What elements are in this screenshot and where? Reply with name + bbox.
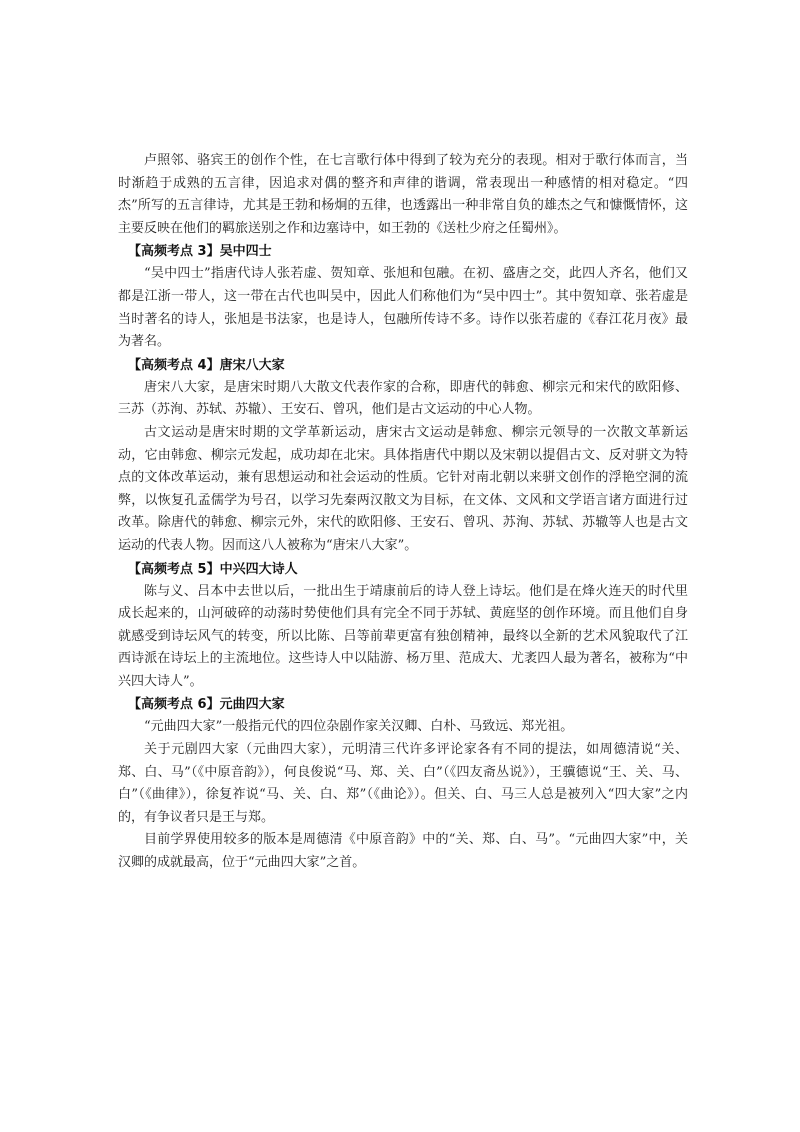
section-paragraph: “元曲四大家”一般指元代的四位杂剧作家关汉卿、白朴、马致远、郑光祖。 [144,719,574,735]
section-heading: 【高频考点 4】唐宋八大家 [128,357,285,373]
section-yuanqu-sidajia [118,693,688,874]
section-heading: 【高频考点 3】吴中四士 [128,244,272,260]
document-page [118,150,688,875]
section-wuzhong-sishi [118,240,688,353]
section-paragraph: 古文运动是唐宋时期的文学革新运动，唐宋古文运动是韩愈、柳宗元领导的一次散文革新运动，它由韩愈、柳宗元发起，成功却在北宋。具体指唐代中期以及宋朝以提倡古文、反对骈文为特点的文体改革运动，兼有思想运动和社会运动的性质。它针对南北朝以来骈文创作的浮艳空洞的流弊，以恢复孔孟儒学为号召，以学习先秦两汉散文为目标，在文体、文风和文学语言诸方面进行过改革。除唐代的韩愈、柳宗元外，宋代的欧阳修、王安石、曾巩、苏洵、苏轼、苏辙等人也是古文运动的代表人物。因而这八人被称为“唐宋八大家”。 [118,424,688,553]
section-paragraph: 目前学界使用较多的版本是周德清《中原音韵》中的“关、郑、白、马”。“元曲四大家”中，关汉卿的成就最高，位于“元曲四大家”之首。 [118,832,688,871]
section-heading: 【高频考点 5】中兴四大诗人 [128,561,298,577]
section-zhongxing-sida-shiren [118,558,688,694]
section-paragraph: 关于元剧四大家（元曲四大家），元明清三代许多评论家各有不同的提法，如周德清说“关、郑、白、马”（《中原音韵》），何良俊说“马、郑、关、白”（《四友斋丛说》），王骥德说“王、关、马、白”（《曲律》），徐复祚说“马、关、白、郑”（《曲论》）。但关、白、马三人总是被列入“四大家”之内的，有争议者只是王与郑。 [118,742,688,825]
section-heading: 【高频考点 6】元曲四大家 [128,697,285,713]
section-tang-song-badajia [118,354,688,558]
section-paragraph: 唐宋八大家，是唐宋时期八大散文代表作家的合称，即唐代的韩愈、柳宗元和宋代的欧阳修、三苏（苏洵、苏轼、苏辙）、王安石、曾巩，他们是古文运动的中心人物。 [118,379,688,418]
section-paragraph: 陈与义、吕本中去世以后，一批出生于靖康前后的诗人登上诗坛。他们是在烽火连天的时代里成长起来的，山河破碎的动荡时势使他们具有完全不同于苏轼、黄庭坚的创作环境。而且他们自身就感受到诗坛风气的转变，所以比陈、吕等前辈更富有独创精神，最终以全新的艺术风貌取代了江西诗派在诗坛上的主流地位。这些诗人中以陆游、杨万里、范成大、尤袤四人最为著名，被称为“中兴四大诗人”。 [118,583,688,689]
intro-paragraph: 卢照邻、骆宾王的创作个性，在七言歌行体中得到了较为充分的表现。相对于歌行体而言，当时渐趋于成熟的五言律，因追求对偶的整齐和声律的谐调，常表现出一种感情的相对稳定。“四杰”所写的五言律诗，尤其是王勃和杨炯的五律，也透露出一种非常自负的雄杰之气和慷慨情怀，这主要反映在他们的羁旅送别之作和边塞诗中，如王勃的《送杜少府之任蜀州》。 [118,153,688,236]
section-paragraph: “吴中四士”指唐代诗人张若虚、贺知章、张旭和包融。在初、盛唐之交，此四人齐名，他们又都是江浙一带人，这一带在古代也叫吴中，因此人们称他们为“吴中四士”。其中贺知章、张若虚是当时著名的诗人，张旭是书法家，也是诗人，包融所传诗不多。诗作以张若虚的《春江花月夜》最为著名。 [118,266,688,350]
